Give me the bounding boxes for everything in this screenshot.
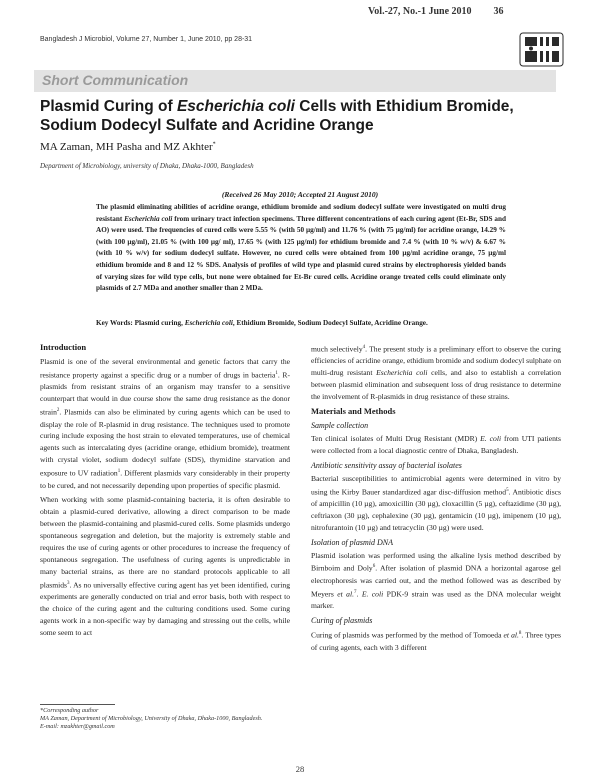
citation-ref: 1 bbox=[275, 370, 278, 376]
paragraph-text: . Three types of curing agents, each with 3 different bbox=[311, 630, 562, 652]
citation-ref: 2 bbox=[56, 408, 60, 414]
intro-paragraph bbox=[311, 342, 561, 403]
keywords-text: Key Words: Plasmid curing, bbox=[96, 319, 185, 327]
citation-ref: 4 bbox=[362, 345, 366, 350]
left-column bbox=[40, 342, 290, 642]
volume-issue: Vol.-27, No.-1 June 2010 bbox=[368, 6, 472, 17]
citation-ref: 6 bbox=[372, 564, 376, 570]
footnote-email: E-mail: mzakhter@gmail.com bbox=[40, 723, 115, 731]
keywords-text: , Ethidium Bromide, Sodium Dodecyl Sulfate, Acridine Orange. bbox=[232, 319, 428, 327]
author-names: MA Zaman, MH Pasha and MZ Akhter bbox=[40, 141, 213, 153]
paragraph-text: . The present study is a preliminary effort to observe the curing efficiencies of acridine orange, ethidium bromide and sodium dodecyl sulphate on multi-drug resistant bbox=[311, 344, 561, 378]
footnote-line: MA Zaman, Department of Microbiology, University of Dhaka, Dhaka-1000, Bangladesh. bbox=[40, 715, 263, 723]
et-al: et al. bbox=[337, 589, 354, 599]
sample-collection-heading: Sample collection bbox=[311, 420, 369, 430]
article-type-label: Short Communication bbox=[42, 72, 189, 88]
abstract-text: The plasmid eliminating abilities of acridine orange, ethidium bromide and sodium dodecyl sulfate were investigated on multi drug resistant bbox=[96, 203, 506, 223]
paragraph-text: from UTI patients were collected from a local diagnostic centre of Dhaka, Bangladesh. bbox=[311, 433, 561, 455]
abstract-organism: Escherichia coli bbox=[124, 214, 173, 223]
organism-name: Escherichia coli bbox=[376, 368, 428, 378]
author-list bbox=[40, 141, 216, 153]
paragraph-text: Plasmid isolation was performed using the alkaline lysis method described by Birnboim and Doly bbox=[311, 550, 561, 573]
methods-paragraph bbox=[311, 628, 561, 653]
title-text: Plasmid Curing of bbox=[40, 98, 177, 115]
paragraph-text: cells, and also to establish a correlation between plasmid elimination and subsequent loss of drug resistance to determine the involvement of R-plasmids in drug resistance of these strains. bbox=[311, 368, 561, 402]
methods-paragraph bbox=[311, 473, 561, 534]
paragraph-text: Bacterial susceptibilities to antimicrobial agents were determined in vitro by using the Kirby Bauer standardized agar disc-diffusion method bbox=[311, 473, 561, 497]
paragraph-text: much selectively bbox=[311, 344, 363, 354]
abstract bbox=[96, 202, 506, 295]
methods-paragraph bbox=[311, 433, 561, 457]
paragraph-text: . bbox=[356, 589, 362, 599]
section-banner bbox=[34, 70, 556, 92]
abstract-text: from urinary tract infection specimens. Three different concentrations of each curing agent (Et-Br, SDS and AO) were used. The frequencies of cured cells were 5.55 % (with 50 µg/ml) and 11.76 % (with 75 µg/ml) for acridine orange, 14.29 % (with 100 µg/ml), 21.05 % (with 100 µg/ ml), 17.65 % (with 125 µg/ml) for ethidium bromide and 7.4 % (with 10 % w/v) & 6.67 % (with 10 % w/v) for sodium dodecyl sulfate. However, no cured cells were obtained from 100 µg/ml acridine orange, 75 µg/ml ethidium bromide and 8 and 12 % SDS. Analysis of profiles of wild type and plasmid cured strains by electrophoresis yielded bands of varying sizes for wild type cells, but none were obtained for Et-Br cured cells. Acridine orange treated cells could eliminate only plasmids of 2.7 MDa and another smaller than 2 MDa. bbox=[96, 214, 506, 293]
volume-header bbox=[368, 6, 504, 17]
footnote-line: *Corresponding author bbox=[40, 707, 99, 714]
plasmid-isolation-heading: Isolation of plasmid DNA bbox=[311, 537, 394, 547]
header-page-number: 36 bbox=[493, 6, 504, 17]
title-text: Cells with Ethidium Bromide, Sodium Dodecyl Sulfate and Acridine Orange bbox=[40, 98, 514, 134]
keywords-organism: Escherichia coli bbox=[184, 319, 233, 327]
citation-ref: 7 bbox=[353, 589, 357, 595]
paragraph-text: Ten clinical isolates of Multi Drug Resistant (MDR) bbox=[311, 433, 481, 443]
paragraph-text: . As no universally effective curing agent has yet been identified, curing experiments are generally conducted on trial and error basis, both with respect to the choice of the curing agent and the culturing conditions used. Some curing agents work in a non-specific way by damaging and stressing out the cells, while some seem to act bbox=[40, 580, 290, 637]
paragraph-text: Plasmid is one of the several environmental and genetic factors that carry the resistance property against a specific drug or a number of drugs in bacteria bbox=[40, 356, 290, 380]
paragraph-text: . After isolation of plasmid DNA a horizontal agarose gel electrophoresis was carried out, and the method followed was as described by Meyers bbox=[311, 564, 561, 599]
introduction-heading: Introduction bbox=[40, 342, 87, 352]
footnote-divider bbox=[40, 704, 115, 705]
keywords bbox=[96, 318, 516, 330]
corresponding-marker: * bbox=[212, 141, 216, 148]
intro-paragraph bbox=[40, 494, 290, 638]
organism-name: E. coli bbox=[480, 433, 502, 443]
methods-paragraph bbox=[311, 550, 561, 613]
paragraph-text: . Antibiotic discs of ampicillin (10 µg), amoxicillin (30 µg), cloxacillin (5 µg), ceftazidime (30 µg), ceftriaxon (30 µg), cephalexine (30 µg), gentamicin (10 µg), imipenem (10 µg), nitrofurantoin (10 µg) and tetracyclin (30 µg) were used. bbox=[311, 487, 561, 532]
paragraph-text: . R-plasmids from resistant strains of an organism may transfer to a sensitive counterpart that would in due course show the same drug resistance as the donor strain bbox=[40, 370, 291, 417]
crest-dot bbox=[529, 47, 533, 51]
paragraph-text: PDK-9 strain was used as the DNA molecular weight marker. bbox=[311, 589, 562, 611]
methods-heading: Materials and Methods bbox=[311, 406, 396, 417]
paragraph-text: When working with some plasmid-containing bacteria, it is often desirable to obtain a plasmid-cured derivative, allowing a direct comparison to be made between the plasmid-containing and plasmid-cured cells. Some plasmids undergo spontaneous segregation and deletion, but the majority is extremely stable and requires the use of curing agents or other procedures to increase the frequency of spontaneous segregation. The usefulness of curing agents is unpredictable in many bacterial strains, as there are no standard protocols applicable to all plasmids bbox=[40, 495, 290, 590]
journal-citation: Bangladesh J Microbiol, Volume 27, Number 1, June 2010, pp 28-31 bbox=[40, 36, 253, 43]
citation-ref: 3 bbox=[67, 580, 70, 586]
intro-paragraph bbox=[40, 356, 290, 492]
received-dates: (Received 26 May 2010; Accepted 21 August 2010) bbox=[221, 190, 379, 199]
article-title bbox=[40, 97, 560, 135]
paragraph-text: . Plasmids can also be eliminated by curing agents which can be used to display the role of R-plasmid in drug resistance. The techniques used to promote curing include exposing the host strain to elevated temperatures, use of chemical agents such as intercalating dyes (acridine orange, ethidium bromide), treatment with crystal violet, sodium dodecyl sulfate (SDS), thymidine starvation and exposure to UV radiation bbox=[40, 407, 290, 478]
page-number: 28 bbox=[295, 764, 305, 774]
paragraph-text: . Different plasmids vary considerably in their property to be cured, and not necessarily depending upon properties of specific plasmid. bbox=[40, 468, 290, 490]
sensitivity-assay-heading: Antibiotic sensitivity assay of bacterial isolates bbox=[311, 460, 462, 470]
paragraph-text: Curing of plasmids was performed by the method of Tomoeda bbox=[311, 630, 504, 640]
title-organism: Escherichia coli bbox=[176, 98, 295, 115]
right-column bbox=[311, 342, 561, 656]
et-al: et al. bbox=[503, 630, 519, 640]
affiliation: Department of Microbiology, university of Dhaka, Dhaka-1000, Bangladesh bbox=[40, 162, 254, 170]
curing-heading: Curing of plasmids bbox=[311, 616, 373, 626]
organism-name: E. coli bbox=[361, 589, 384, 599]
citation-ref: 8 bbox=[518, 631, 522, 637]
corresponding-author-footnote bbox=[40, 707, 262, 732]
citation-ref: 5 bbox=[506, 487, 509, 493]
journal-crest-icon bbox=[519, 32, 564, 67]
citation-ref: 1 bbox=[117, 469, 121, 475]
